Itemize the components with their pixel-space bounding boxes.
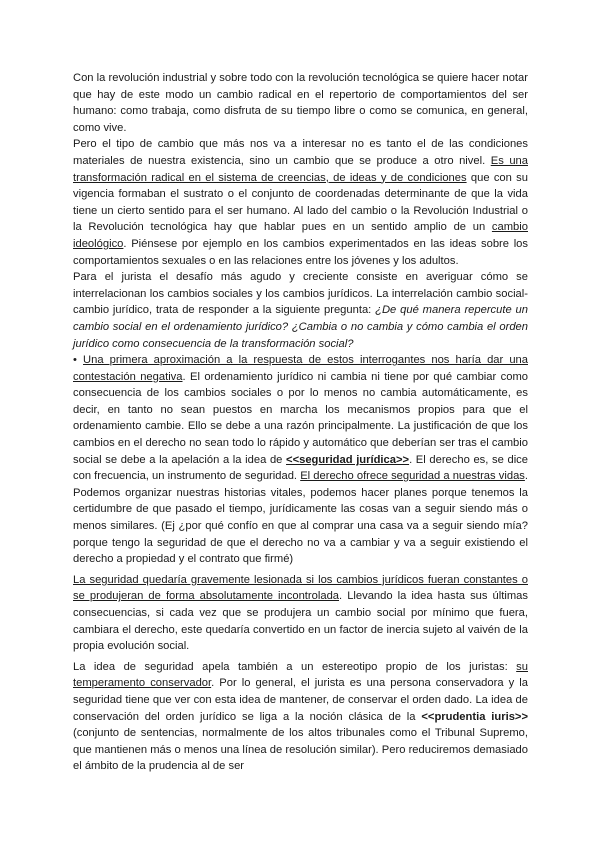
- text-run: . Piénsese por ejemplo en los cambios experimentados en las ideas sobre los comportamientos sexuales o en las relaciones entre los jóvenes y los adultos.: [73, 237, 528, 267]
- text-run: Con la revolución industrial y sobre todo con la revolución tecnológica se quiere hacer notar que hay de este modo un cambio radical en el repertorio de comportamientos del ser humano: como trabaja, como disfruta de su tiempo libre o como se comunica, en general, como vive.: [73, 72, 528, 134]
- bold-term: <<prudentia iuris>>: [421, 710, 528, 723]
- underlined-phrase: El derecho ofrece seguridad a nuestras vidas: [300, 470, 525, 483]
- text-run: Para el jurista el desafío más agudo y creciente consiste en averiguar cómo se interrelacionan los cambios sociales y los cambios jurídicos. La interrelación cambio social-cambio jurídico, trata de responder a la siguiente pregunta:: [73, 271, 528, 317]
- underlined-phrase: Una primera aproximación a la respuesta de estos interrogantes nos haría dar una contestación negativa: [73, 354, 528, 383]
- paragraph-revolucion: [73, 70, 528, 136]
- text-run: . El ordenamiento jurídico ni cambia ni tiene por qué cambiar como consecuencia de los cambios sociales o por lo menos no cambia automáticamente, es decir, en tanto no sean puestos en marcha los mecanismos propios para que el ordenamiento cambie. Ello se debe a una razón principalmente. La justificación de que los cambios en el derecho no sean todo lo rápido y automático que deberían ser tras el cambio social se debe a la apelación a la idea de: [73, 370, 528, 466]
- text-run: . Podemos organizar nuestras historias vitales, podemos hacer planes porque tenemos la certidumbre de que pasado el tiempo, jurídicamente las cosas van a seguir siendo más o menos similares. (Ej ¿por qué confío en que al comprar una casa va a seguir siendo mía? porque tengo la seguridad de que el derecho no va a cambiar y va a seguir existiendo el derecho a propiedad y el contrato que firmé): [73, 470, 528, 566]
- text-run: •: [73, 354, 84, 367]
- underlined-phrase: Es una transformación radical en el sistema de creencias, de ideas y de condiciones: [73, 154, 528, 184]
- paragraph-desafio-jurista: [73, 269, 528, 352]
- text-run: Pero el tipo de cambio que más nos va a interesar no es tanto el de las condiciones materiales de nuestra existencia, sino un cambio que se produce a otro nivel.: [73, 138, 528, 167]
- text-run: (conjunto de sentencias, normalmente de los altos tribunales como el Tribunal Supremo, que mantienen más o menos una línea de resolución similar). Pero reduciremos demasiado el ámbito de la prudencia al de ser: [73, 727, 528, 773]
- text-run: . El derecho es, se dice con frecuencia, un instrumento de seguridad.: [73, 453, 528, 483]
- text-run: . Llevando la idea hasta sus últimas consecuencias, si cada vez que se produjera un cambio social por mínimo que fuera, cambiara el derecho, este quedaría convertido en un factor de inercia sujeto al vaivén de la propia evolución social.: [73, 590, 528, 653]
- underlined-phrase: La seguridad quedaría gravemente lesionada si los cambios jurídicos fueran constantes o se produjeran de forma absolutamente incontrolada: [73, 573, 528, 603]
- bold-underlined-term: <<seguridad jurídica>>: [286, 453, 410, 466]
- paragraph-temperamento-conservador: [73, 659, 528, 775]
- paragraph-seguridad-juridica: [73, 352, 528, 568]
- document-body: [73, 70, 528, 775]
- underlined-phrase: cambio ideológico: [73, 221, 528, 250]
- text-run: La idea de seguridad apela también a un estereotipo propio de los juristas:: [73, 660, 517, 673]
- paragraph-cambio-ideologico: [73, 136, 528, 269]
- underlined-phrase: su temperamento conservador: [73, 660, 528, 690]
- text-run: . Por lo general, el jurista es una persona conservadora y la seguridad tiene que ver con esta idea de mantener, de conservar el orden dado. La idea de conservación del orden jurídico se liga a la noción clásica de la: [73, 677, 528, 723]
- text-run: que con su vigencia formaban el sustrato o el conjunto de coordenadas determinante de que la vida tiene un cierto sentido para el ser humano. Al lado del cambio o la Revolución Industrial o la Revolución tecnológica hay que hablar pues en un sentido amplio de un: [73, 171, 528, 234]
- italic-question: ¿De qué manera repercute un cambio social en el ordenamiento jurídico? ¿Cambia o no cambia y cómo cambia el orden jurídico como consecuencia de la transformación social?: [73, 304, 529, 350]
- paragraph-seguridad-lesionada: [73, 572, 528, 655]
